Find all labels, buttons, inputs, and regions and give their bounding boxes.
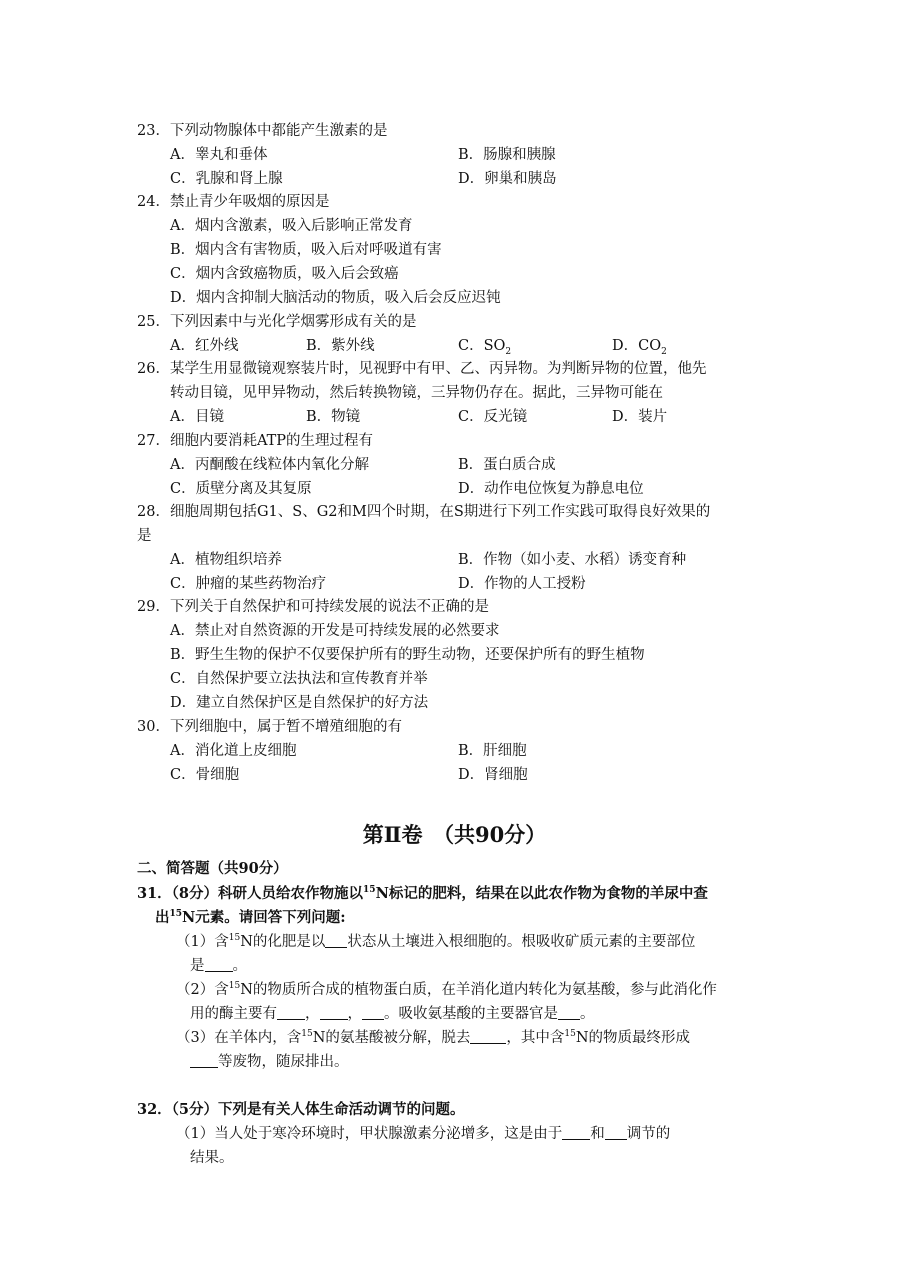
q32-heading: 32．（5分）下列是有关人体生命活动调节的问题。 [137,1101,465,1118]
q23-option-d: D．卵巢和胰岛 [458,171,557,187]
q27-option-a: A．丙酮酸在线粒体内氧化分解 [170,457,369,473]
q32-part1-line2: 结果。 [190,1150,234,1166]
q31-part2-line1: （2）含$^{15}$N的物质所合成的植物蛋白质，在羊消化道内转化为氨基酸，参与此消化作 [176,981,717,998]
q28-option-c: C．肿瘤的某些药物治疗 [170,576,327,592]
q31-part2-line2: 用的酶主要有 ， ， 。吸收氨基酸的主要器官是 。 [190,1006,595,1022]
answer-blank[interactable] [562,1125,590,1140]
answer-blank[interactable] [470,1029,506,1044]
q25-option-a: A．红外线 [170,338,239,354]
q30-option-b: B．肝细胞 [458,743,527,759]
answer-blank[interactable] [325,933,347,948]
q23-option-c: C．乳腺和肾上腺 [170,171,283,187]
answer-blank[interactable] [605,1125,627,1140]
q25-stem: 25．下列因素中与光化学烟雾形成有关的是 [137,314,417,330]
q30-option-d: D．肾细胞 [458,767,528,783]
q28-option-a: A．植物组织培养 [170,552,282,568]
q24-option-c: C．烟内含致癌物质，吸入后会致癌 [170,266,399,282]
q24-option-d: D．烟内含抑制大脑活动的物质，吸入后会反应迟钝 [170,290,501,306]
q26-stem-line2: 转动目镜，见甲异物动，然后转换物镜，三异物仍存在。据此，三异物可能在 [170,385,663,401]
q24-option-a: A．烟内含激素，吸入后影响正常发育 [170,218,413,234]
q28-option-d: D．作物的人工授粉 [458,576,586,592]
part2-title: 第Ⅱ卷 （共90分） [362,822,547,847]
q26-option-a: A．目镜 [170,409,224,425]
q29-option-c: C．自然保护要立法执法和宣传教育并举 [170,671,428,687]
answer-blank[interactable] [362,1005,384,1020]
q30-option-a: A．消化道上皮细胞 [170,743,297,759]
q31-part3-line2: 等废物，随尿排出。 [190,1052,349,1072]
q23-option-b: B．肠腺和胰腺 [458,147,556,163]
q29-option-b: B．野生生物的保护不仅要保护所有的野生动物，还要保护所有的野生植物 [170,647,645,663]
q25-option-d: D．$CO_2$ [612,338,667,357]
q26-stem-line1: 26．某学生用显微镜观察装片时，见视野中有甲、乙、丙异物。为判断异物的位置，他先 [137,361,707,377]
q25-option-b: B．紫外线 [306,338,375,354]
q29-stem: 29．下列关于自然保护和可持续发展的说法不正确的是 [137,599,489,615]
q27-option-c: C．质壁分离及其复原 [170,481,312,497]
q32-part1-line1: （1）当人处于寒冷环境时，甲状腺激素分泌增多，这是由于 和 调节的 [176,1126,671,1142]
answer-blank[interactable] [320,1005,348,1020]
answer-blank[interactable] [277,1005,305,1020]
q27-option-d: D．动作电位恢复为静息电位 [458,481,644,497]
q29-option-a: A．禁止对自然资源的开发是可持续发展的必然要求 [170,623,500,639]
q23-stem: 23．下列动物腺体中都能产生激素的是 [137,123,388,139]
q30-stem: 30．下列细胞中，属于暂不增殖细胞的有 [137,719,402,735]
q29-option-d: D．建立自然保护区是自然保护的好方法 [170,695,429,711]
q27-option-b: B．蛋白质合成 [458,457,556,473]
section-heading: 二、简答题（共90分） [137,860,288,877]
q28-option-b: B．作物（如小麦、水稻）诱变育种 [458,552,687,568]
q24-option-b: B．烟内含有害物质，吸入后对呼吸道有害 [170,242,442,258]
q23-option-a: A．睾丸和垂体 [170,147,268,163]
q28-stem-line1: 28．细胞周期包括G1、S、G2和M四个时期，在S期进行下列工作实践可取得良好效果的 [137,504,711,520]
q31-heading-line2: 出$^{15}$N元素。请回答下列问题: [155,909,346,926]
q26-option-c: C．反光镜 [458,409,528,425]
q31-part3-line1: （3）在羊体内，含$^{15}$N的氨基酸被分解，脱去 ，其中含$^{15}$N的物质最终形成 [176,1029,691,1046]
q25-option-c: C．$SO_2$ [458,338,512,357]
q24-stem: 24．禁止青少年吸烟的原因是 [137,194,330,210]
q26-option-b: B．物镜 [306,409,361,425]
answer-blank[interactable] [190,1053,218,1068]
answer-blank[interactable] [558,1005,580,1020]
q30-option-c: C．骨细胞 [170,767,240,783]
q31-heading-line1: 31．（8分）科研人员给农作物施以$^{15}$N标记的肥料，结果在以此农作物为食物的羊尿中查 [137,885,708,902]
q26-option-d: D．装片 [612,409,668,425]
q28-stem-line2: 是 [137,528,152,544]
q27-stem: 27．细胞内要消耗ATP的生理过程有 [137,433,374,449]
q31-part1-line2: 是 。 [190,958,247,974]
answer-blank[interactable] [205,957,233,972]
q31-part1-line1: （1）含$^{15}$N的化肥是以 状态从土壤进入根细胞的。根吸收矿质元素的主要部位 [176,933,696,950]
